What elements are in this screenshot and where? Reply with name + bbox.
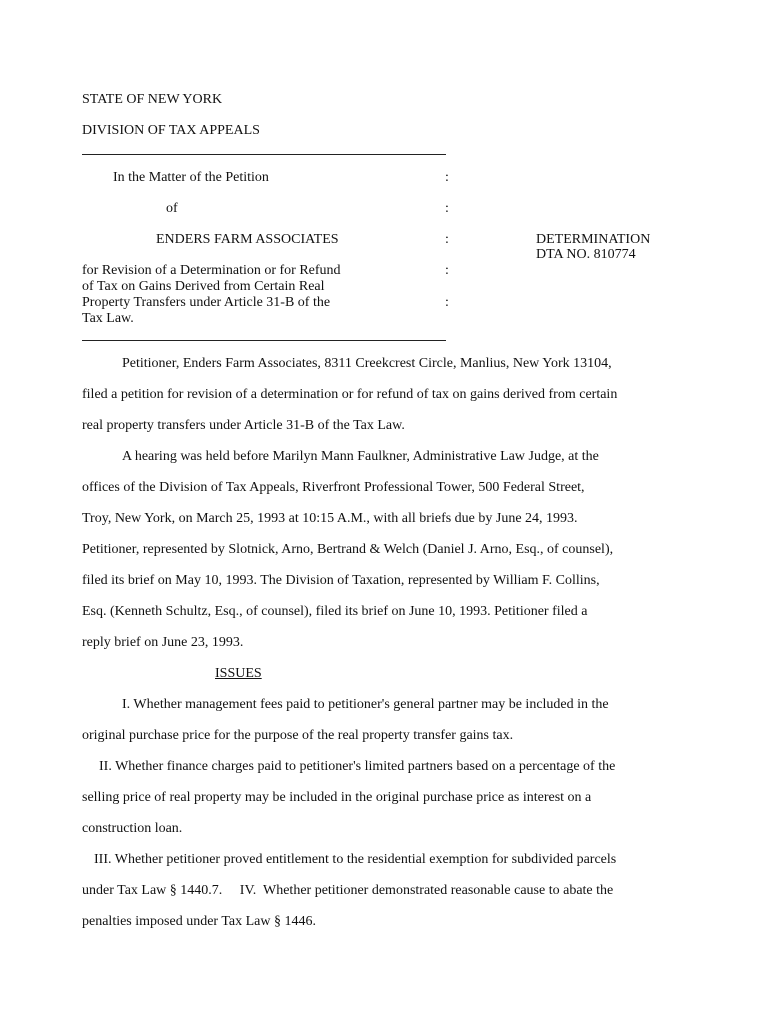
paragraph-line: filed a petition for revision of a determination or for refund of tax on gains derived from certain [82, 387, 618, 402]
determination-label: DETERMINATION [536, 232, 651, 247]
paragraph-line: Petitioner, represented by Slotnick, Arno, Bertrand & Welch (Daniel J. Arno, Esq., of counsel), [82, 542, 614, 557]
caption-purpose-line: Property Transfers under Article 31-B of the [82, 295, 331, 310]
paragraph-line: A hearing was held before Marilyn Mann Faulkner, Administrative Law Judge, at the [122, 449, 599, 464]
paragraph-line: reply brief on June 23, 1993. [82, 635, 244, 650]
caption-of: of [166, 201, 178, 216]
caption-purpose-line: for Revision of a Determination or for Refund [82, 263, 341, 278]
issue-line: I. Whether management fees paid to petitioner's general partner may be included in the [122, 697, 609, 712]
issue-line: penalties imposed under Tax Law § 1446. [82, 914, 316, 929]
paragraph-line: Esq. (Kenneth Schultz, Esq., of counsel), filed its brief on June 10, 1993. Petitioner filed a [82, 604, 588, 619]
issue-line: under Tax Law § 1440.7. IV. Whether petitioner demonstrated reasonable cause to abate the [82, 883, 614, 898]
caption-matter: In the Matter of the Petition [113, 170, 269, 185]
caption-purpose-line: Tax Law. [82, 311, 134, 326]
caption-colon: : [445, 263, 449, 278]
issue-line: III. Whether petitioner proved entitlement to the residential exemption for subdivided parcels [94, 852, 617, 867]
caption-colon: : [445, 295, 449, 310]
paragraph-line: Troy, New York, on March 25, 1993 at 10:15 A.M., with all briefs due by June 24, 1993. [82, 511, 578, 526]
dta-number: DTA NO. 810774 [536, 247, 636, 262]
issues-heading: ISSUES [215, 666, 262, 681]
caption-colon: : [445, 201, 449, 216]
caption-colon: : [445, 170, 449, 185]
division-heading: DIVISION OF TAX APPEALS [82, 123, 260, 138]
state-heading: STATE OF NEW YORK [82, 92, 223, 107]
issue-line: original purchase price for the purpose of the real property transfer gains tax. [82, 728, 514, 743]
issue-line: selling price of real property may be included in the original purchase price as interest on a [82, 790, 592, 805]
caption-colon: : [445, 232, 449, 247]
caption-party: ENDERS FARM ASSOCIATES [156, 232, 339, 247]
caption-purpose-line: of Tax on Gains Derived from Certain Real [82, 279, 325, 294]
caption-bottom-rule [82, 340, 446, 341]
paragraph-line: filed its brief on May 10, 1993. The Division of Taxation, represented by William F. Collins, [82, 573, 600, 588]
issue-line: II. Whether finance charges paid to petitioner's limited partners based on a percentage of the [99, 759, 616, 774]
paragraph-line: Petitioner, Enders Farm Associates, 8311 Creekcrest Circle, Manlius, New York 13104, [122, 356, 612, 371]
issue-line: construction loan. [82, 821, 183, 836]
caption-top-rule [82, 154, 446, 155]
paragraph-line: offices of the Division of Tax Appeals, Riverfront Professional Tower, 500 Federal Street, [82, 480, 585, 495]
paragraph-line: real property transfers under Article 31-B of the Tax Law. [82, 418, 405, 433]
